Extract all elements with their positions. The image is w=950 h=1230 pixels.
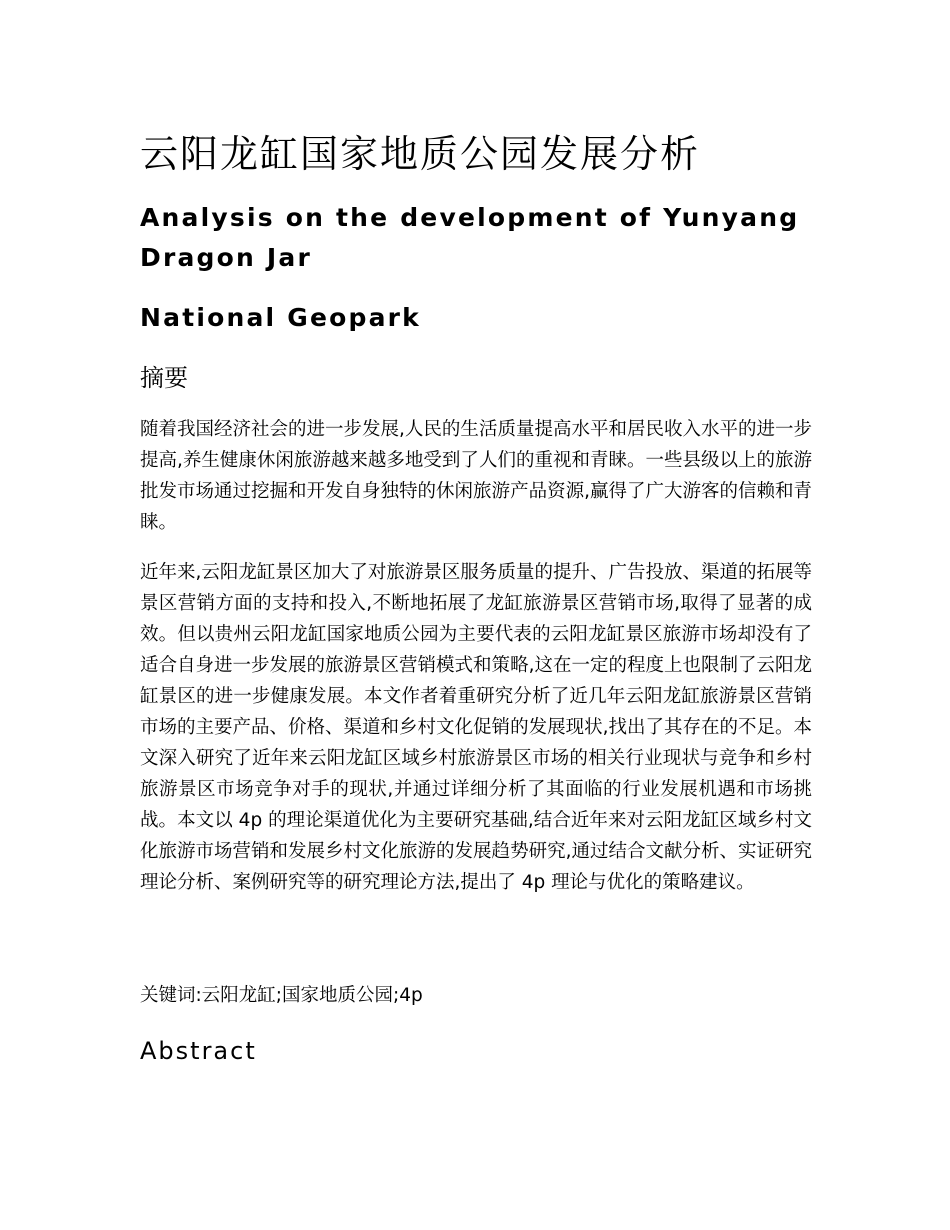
abstract-heading-chinese: 摘要 [140, 364, 188, 392]
title-english-line-1: Analysis on the development of Yunyang Dragon Jar [140, 203, 800, 272]
keywords-line: 关键词:云阳龙缸;国家地质公园;4p [140, 985, 423, 1006]
title-english-line-2: National Geopark [140, 303, 422, 332]
abstract-heading-english: Abstract [140, 1037, 257, 1065]
abstract-paragraph-1: 随着我国经济社会的进一步发展,人民的生活质量提高水平和居民收入水平的进一步提高,养生健康休闲旅游越来越多地受到了人们的重视和青睐。一些县级以上的旅游批发市场通过挖掘和开发自身独特的休闲旅游产品资源,赢得了广大游客的信赖和青睐。 [140, 419, 812, 533]
title-chinese: 云阳龙缸国家地质公园发展分析 [140, 132, 701, 176]
abstract-paragraph-2: 近年来,云阳龙缸景区加大了对旅游景区服务质量的提升、广告投放、渠道的拓展等景区营销方面的支持和投入,不断地拓展了龙缸旅游景区营销市场,取得了显著的成效。但以贵州云阳龙缸国家地质公园为主要代表的云阳龙缸景区旅游市场却没有了适合自身进一步发展的旅游景区营销模式和策略,这在一定的程度上也限制了云阳龙缸景区的进一步健康发展。本文作者着重研究分析了近几年云阳龙缸旅游景区营销市场的主要产品、价格、渠道和乡村文化促销的发展现状,找出了其存在的不足。本文深入研究了近年来云阳龙缸区域乡村旅游景区市场的相关行业现状与竞争和乡村旅游景区市场竞争对手的现状,并通过详细分析了其面临的行业发展机遇和市场挑战。本文以 4p 的理论渠道优化为主要研究基础,结合近年来对云阳龙缸区域乡村文化旅游市场营销和发展乡村文化旅游的发展趋势研究,通过结合文献分析、实证研究理论分析、案例研究等的研究理论方法,提出了 4p 理论与优化的策略建议。 [140, 562, 812, 893]
